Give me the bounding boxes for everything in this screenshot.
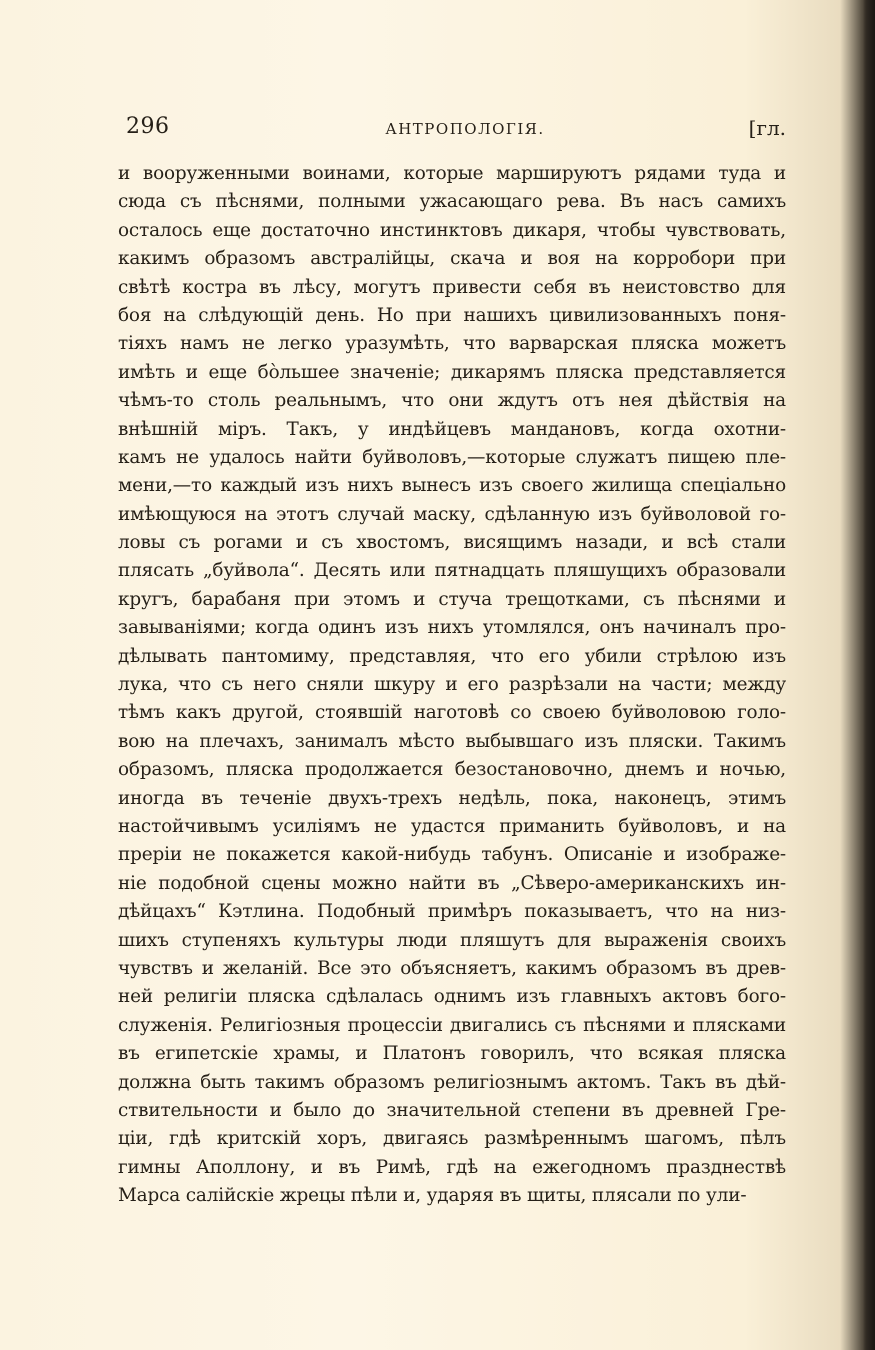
text-line: ніе подобной сцены можно найти въ „Сѣверо-американскихъ ин- <box>118 872 786 894</box>
text-line: сюда съ пѣснями, полными ужасающаго рева. Въ насъ самихъ <box>118 191 786 213</box>
text-line: гимны Аполлону, и въ Римѣ, гдѣ на ежегодномъ празднествѣ <box>118 1156 786 1178</box>
text-line: имѣть и еще бо̀льшее значеніе; дикарямъ пляска представляется <box>118 361 786 383</box>
text-line: ловы съ рогами и съ хвостомъ, висящимъ назади, и всѣ стали <box>118 532 786 554</box>
text-line: вою на плечахъ, занималъ мѣсто выбывшаго изъ пляски. Такимъ <box>118 730 786 752</box>
text-line: завываніями; когда одинъ изъ нихъ утомлялся, онъ начиналъ про- <box>118 617 786 639</box>
page-number: 296 <box>126 114 170 139</box>
text-line: кругъ, барабаня при этомъ и стуча трещотками, съ пѣснями и <box>118 588 786 610</box>
text-line: ціи, гдѣ критскій хоръ, двигаясь размѣреннымъ шагомъ, пѣлъ <box>118 1128 786 1150</box>
text-line: осталось еще достаточно инстинктовъ дикаря, чтобы чувствовать, <box>118 219 786 241</box>
text-line: образомъ, пляска продолжается безостановочно, днемъ и ночью, <box>118 759 786 781</box>
text-line: лука, что съ него сняли шкуру и его разрѣзали на части; между <box>118 674 786 696</box>
text-line: и вооруженными воинами, которые маршируютъ рядами туда и <box>118 163 786 184</box>
text-line: настойчивымъ усиліямъ не удастся приманить буйволовъ, и на <box>118 815 786 837</box>
text-line: должна быть такимъ образомъ религіознымъ актомъ. Такъ въ дѣй- <box>118 1071 786 1093</box>
text-line: тіяхъ намъ не легко уразумѣть, что варварская пляска можетъ <box>118 333 786 355</box>
chapter-mark: [гл. <box>748 116 786 140</box>
text-line: какимъ образомъ австралійцы, скача и воя на корробори при <box>118 248 786 270</box>
page-header <box>126 114 786 146</box>
text-line: чѣмъ-то столь реальнымъ, что они ждутъ отъ нея дѣйствія на <box>118 390 786 412</box>
text-line: имѣющуюся на этотъ случай маску, сдѣланную изъ буйволовой го- <box>118 503 786 525</box>
text-line: иногда въ теченіе двухъ-трехъ недѣль, пока, наконецъ, этимъ <box>118 787 786 809</box>
text-line: дѣйцахъ“ Кэтлина. Подобный примѣръ показываетъ, что на низ- <box>118 901 786 923</box>
text-line: камъ не удалось найти буйволовъ,—которые служатъ пищею пле- <box>118 446 786 468</box>
text-line: тѣмъ какъ другой, стоявшій наготовѣ со своею буйволовою голо- <box>118 702 786 724</box>
text-line: ствительности и было до значительной степени въ древней Гре- <box>118 1099 786 1121</box>
body-text <box>118 160 786 1210</box>
text-line: въ египетскіе храмы, и Платонъ говорилъ, что всякая пляска <box>118 1043 786 1065</box>
text-line: Марса салійскіе жрецы пѣли и, ударяя въ щиты, плясали по ули- <box>118 1185 747 1207</box>
text-line: плясать „буйвола“. Десять или пятнадцать пляшущихъ образовали <box>118 560 786 582</box>
text-line: чувствъ и желаній. Все это объясняетъ, какимъ образомъ въ древ- <box>118 957 786 979</box>
running-title: АНТРОПОЛОГІЯ. <box>385 120 545 138</box>
text-line: служенія. Религіозныя процессіи двигались съ пѣснями и плясками <box>118 1014 786 1036</box>
text-line: боя на слѣдующій день. Но при нашихъ цивилизованныхъ поня- <box>118 304 786 326</box>
text-line: мени,—то каждый изъ нихъ вынесъ изъ своего жилища спеціально <box>118 475 786 497</box>
text-line: шихъ ступеняхъ культуры люди пляшутъ для выраженія своихъ <box>118 929 786 951</box>
text-line: дѣлывать пантомиму, представляя, что его убили стрѣлою изъ <box>118 645 786 667</box>
text-line: внѣшній міръ. Такъ, у индѣйцевъ мандановъ, когда охотни- <box>118 418 786 440</box>
text-line: ней религіи пляска сдѣлалась однимъ изъ главныхъ актовъ бого- <box>118 986 786 1008</box>
text-line: свѣтѣ костра въ лѣсу, могутъ привести себя въ неистовство для <box>118 276 786 298</box>
text-line: преріи не покажется какой-нибудь табунъ. Описаніе и изображе- <box>118 844 786 866</box>
